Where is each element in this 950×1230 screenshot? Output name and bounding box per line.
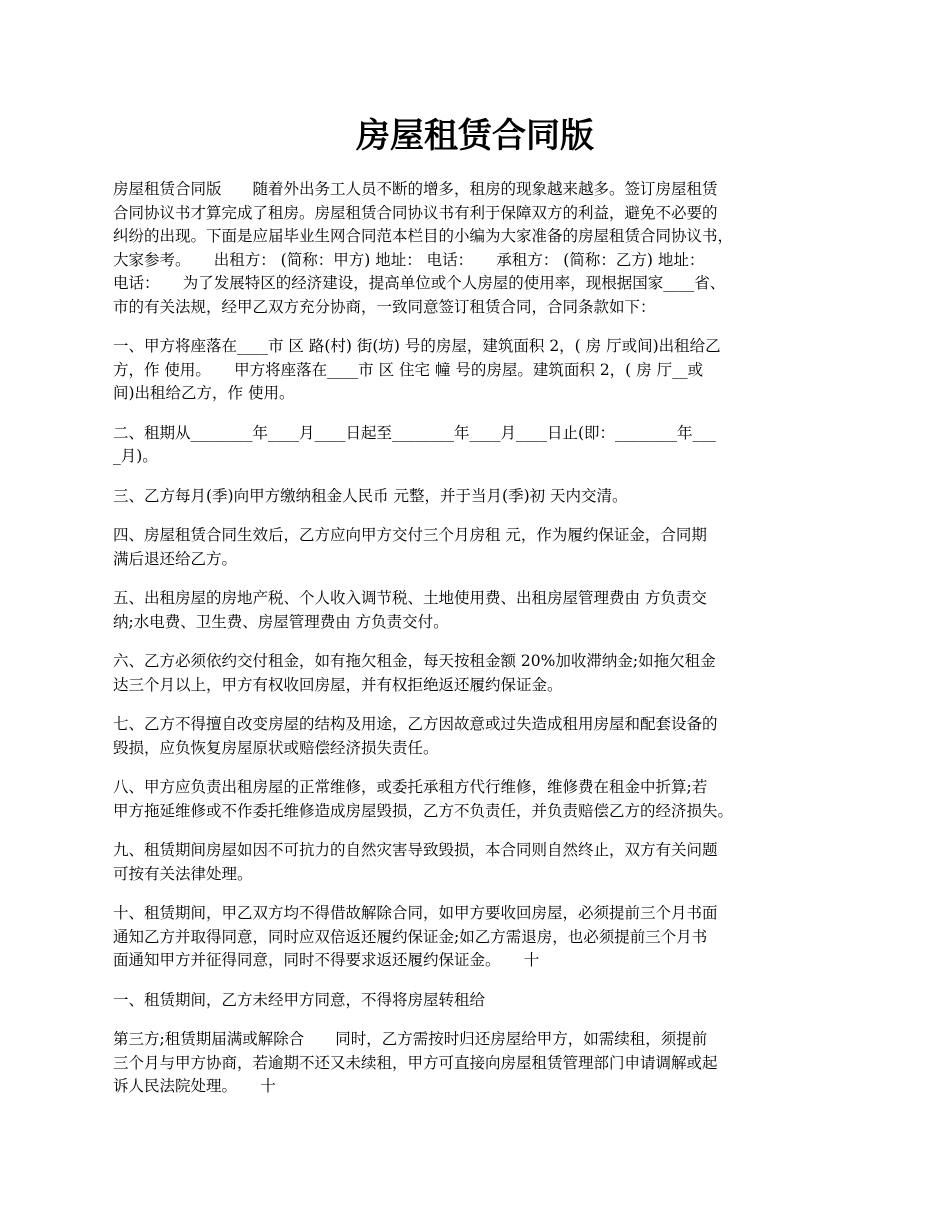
paragraph-line: 方，作 使用。 甲方将座落在____市 区 住宅 幢 号的房屋。建筑面积 2，( 房 厅__或: [113, 360, 704, 379]
paragraph: [113, 902, 853, 973]
paragraph-line: 一、租赁期间，乙方未经甲方同意，不得将房屋转租给: [113, 990, 486, 1009]
paragraph-line: 纳;水电费、卫生费、房屋管理费由 方负责交付。: [113, 612, 449, 631]
paragraph: [113, 1028, 853, 1099]
paragraph-line: 满后退还给乙方。: [113, 549, 238, 568]
paragraph-line: 可按有关法律处理。: [113, 864, 253, 883]
paragraph-line: 四、房屋租赁合同生效后，乙方应向甲方交付三个月房租 元，作为履约保证金，合同期: [113, 526, 707, 544]
paragraph-line: 九、租赁期间房屋如因不可抗力的自然灾害导致毁损，本合同则自然终止，双方有关问题: [113, 841, 718, 859]
paragraph-line: 一、甲方将座落在____市 区 路(村) 街(坊) 号的房屋，建筑面积 2，( 房 厅或间)出租给乙: [113, 337, 721, 355]
paragraph: [113, 776, 853, 823]
paragraph: [113, 989, 853, 1013]
paragraph: [113, 650, 853, 697]
paragraph-line: 五、出租房屋的房地产税、个人收入调节税、土地使用费、出租房屋管理费由 方负责交: [113, 589, 707, 607]
paragraph: [113, 713, 853, 760]
paragraph-line: 纠纷的出现。下面是应届毕业生网合同范本栏目的小编为大家准备的房屋租赁合同协议书，: [113, 227, 734, 245]
paragraph-line: 间)出租给乙方，作 使用。: [113, 384, 295, 402]
paragraph: [113, 485, 853, 509]
paragraph-line: 甲方拖延维修或不作委托维修造成房屋毁损，乙方不负责任，并负责赔偿乙方的经济损失。: [113, 801, 734, 820]
paragraph: [113, 335, 853, 406]
paragraph-line: 房屋租赁合同版 随着外出务工人员不断的增多，租房的现象越来越多。签订房屋租赁: [113, 180, 718, 198]
paragraph-line: 市的有关法规，经甲乙双方充分协商，一致同意签订租赁合同，合同条款如下：: [113, 297, 656, 316]
paragraph-line: 面通知甲方并征得同意，同时不得要求返还履约保证金。 十: [113, 951, 540, 969]
paragraph: [113, 839, 853, 886]
paragraph-line: 八、甲方应负责出租房屋的正常维修，或委托承租方代行维修，维修费在租金中折算;若: [113, 778, 708, 796]
paragraph-line: 二、租期从________年____月____日起至________年____月____日止(即：________年___: [113, 423, 716, 442]
paragraph-line: 三个月与甲方协商，若逾期不还又未续租，甲方可直接向房屋租赁管理部门申请调解或起: [113, 1053, 718, 1072]
paragraph-line: 大家参考。 出租方： (简称：甲方) 地址： 电话： 承租方： (简称：乙方) 地址：: [113, 250, 705, 269]
paragraph-line: 诉人民法院处理。 十: [113, 1077, 276, 1095]
paragraph-line: 三、乙方每月(季)向甲方缴纳租金人民币 元整，并于当月(季)初 天内交清。: [113, 486, 628, 505]
paragraph: [113, 524, 853, 571]
paragraph-line: 七、乙方不得擅自改变房屋的结构及用途，乙方因故意或过失造成租用房屋和配套设备的: [113, 715, 718, 733]
paragraph-line: 通知乙方并取得同意，同时应双倍返还履约保证金;如乙方需退房，也必须提前三个月书: [113, 927, 708, 946]
paragraph-line: _月)。: [113, 447, 158, 465]
paragraph: [113, 422, 853, 469]
paragraph: [113, 178, 853, 319]
paragraph-line: 第三方;租赁期届满或解除合 同时，乙方需按时归还房屋给甲方，如需续租，须提前: [113, 1030, 708, 1048]
paragraph-line: 合同协议书才算完成了租房。房屋租赁合同协议书有利于保障双方的利益，避免不必要的: [113, 203, 718, 222]
paragraph-line: 毁损，应负恢复房屋原状或赔偿经济损失责任。: [113, 738, 439, 757]
paragraph: [113, 587, 853, 634]
paragraph-line: 六、乙方必须依约交付租金，如有拖欠租金，每天按租金额 20%加收滞纳金;如拖欠租金: [113, 652, 716, 670]
paragraph-line: 十、租赁期间，甲乙双方均不得借故解除合同，如甲方要收回房屋，必须提前三个月书面: [113, 904, 718, 922]
document-body: [113, 178, 853, 1115]
document-title: 房屋租赁合同版: [356, 116, 594, 156]
paragraph-line: 电话： 为了发展特区的经济建设，提高单位或个人房屋的使用率，现根据国家____省、: [113, 274, 726, 292]
paragraph-line: 达三个月以上，甲方有权收回房屋，并有权拒绝返还履约保证金。: [113, 675, 563, 694]
